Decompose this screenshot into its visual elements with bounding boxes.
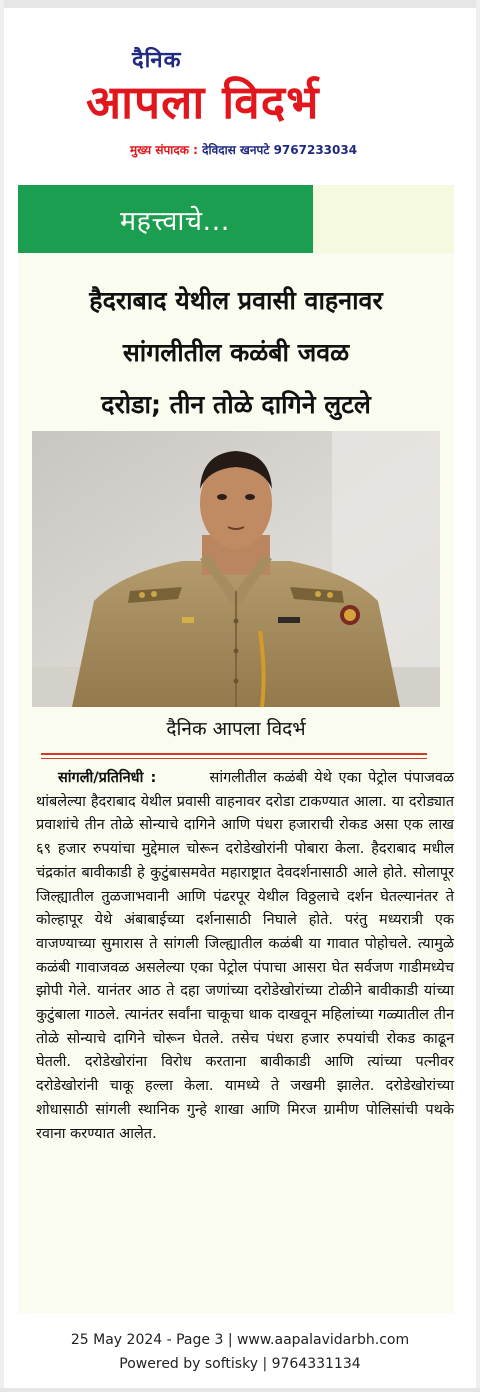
masthead-logo-title: आपला विदर्भ (86, 75, 320, 129)
section-banner (18, 185, 454, 253)
section-banner-label: महत्त्वाचे... (120, 206, 230, 237)
divider-rule-bottom (41, 758, 427, 759)
article-body (36, 767, 454, 1146)
page-frame-top (0, 0, 480, 8)
footer-powered-by: Powered by softisky | 9764331134 (119, 1356, 361, 1372)
photo-caption: दैनिक आपला विदर्भ (166, 718, 306, 740)
page-frame-bottom (0, 1388, 480, 1392)
headline-line-2: सांगलीतील कळंबी जवळ (122, 338, 350, 367)
page-frame-left (0, 0, 4, 1392)
masthead (0, 20, 480, 160)
article-body-text: सांगलीतील कळंबी येथे एका पेट्रोल पंपाजवळ थांबलेल्या हैदराबाद येथील प्रवासी वाहनावर दरोडा टाकण्यात आला. या दरोड्यात प्रवाशांचे तीन तोळे सोन्याचे दागिने आणि पंधरा हजाराची रोकड असा एक लाख ६९ हजार रुपयांचा मुद्देमाल चोरून दरोडेखोरांनी पोबारा केला. हैदराबाद मधील चंद्रकांत बावीकाडी हे कुटुंबासमवेत महाराष्ट्रात देवदर्शनासाठी आले होते. सोलापूर जिल्ह्यातील तुळजाभवानी आणि पंढरपूर येथील विठ्ठलाचे दर्शन घेतल्यानंतर ते कोल्हापूर येथे अंबाबाईच्या दर्शनासाठी निघाले होते. परंतु मध्यरात्री एक वाजण्याच्या सुमारास ते सांगली जिल्ह्यातील कळंबी या गावात पोहोचले. त्यामुळे कळंबी गावाजवळ असलेल्या एका पेट्रोल पंपाचा आसरा घेत सर्वजण गाडीमध्येच झोपी गेले. यानंतर आठ ते दहा जणांच्या दरोडेखोरांच्या टोळीने बावीकाडी यांच्या कुटुंबाला गाठले. त्यानंतर सर्वांना चाकूचा धाक दाखवून महिलांच्या गळ्यातील तीन तोळे सोन्याचे दागिने चोरून घेतले. तसेच पंधरा हजार रुपयांची रोकड काढून घेतली. दरोडेखोरांना विरोध करताना बावीकाडी आणि त्यांच्या पत्नीवर दरोडेखोरांनी चाकू हल्ला केला. यामध्ये ते जखमी झालेत. दरोडेखोरांच्या शोधासाठी सांगली स्थानिक गुन्हे शाखा आणि मिरज ग्रामीण पोलिसांची पथके रवाना करण्यात आलेत. (36, 770, 454, 1142)
article-headline (36, 275, 436, 431)
masthead-editor-line (130, 141, 357, 158)
article-dateline: सांगली/प्रतिनिधी : (58, 770, 157, 786)
article-photo (32, 431, 440, 707)
editor-label: मुख्य संपादक : (130, 143, 198, 157)
divider-rule-top (41, 753, 427, 755)
masthead-small-title: दैनिक (132, 48, 182, 73)
article-card (18, 185, 454, 1313)
footer-date-site: 25 May 2024 - Page 3 | www.aapalavidarbh.com (70, 1332, 410, 1348)
headline-line-1: हैदराबाद येथील प्रवासी वाहनावर (89, 286, 383, 315)
headline-line-3: दरोडा; तीन तोळे दागिने लुटले (101, 390, 371, 419)
editor-value: देविदास खनपटे 9767233034 (202, 143, 358, 157)
page-footer (0, 1328, 480, 1376)
page-frame-right (476, 0, 480, 1392)
